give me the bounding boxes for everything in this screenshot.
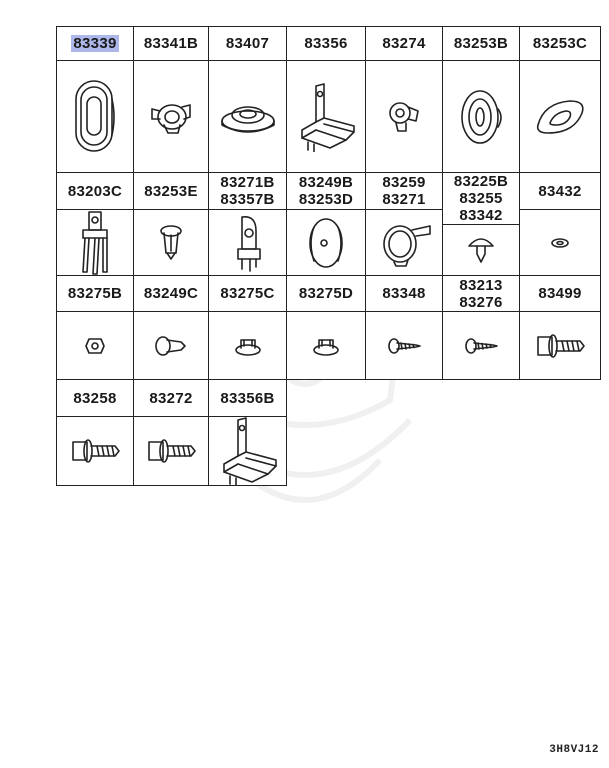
part-illustration-cell[interactable] bbox=[519, 311, 601, 380]
part-number[interactable]: 83255 bbox=[459, 190, 503, 207]
part-illustration-cell[interactable] bbox=[442, 311, 520, 380]
part-label-cell bbox=[286, 275, 366, 312]
part-illustration-cell[interactable] bbox=[208, 60, 287, 173]
disc-grommet-icon bbox=[304, 215, 348, 271]
part-label-cell bbox=[56, 379, 134, 417]
band-clamp-icon bbox=[374, 218, 434, 268]
part-illustration-cell[interactable] bbox=[56, 60, 134, 173]
part-illustration-cell[interactable] bbox=[286, 209, 366, 276]
part-label-cell bbox=[519, 172, 601, 210]
flange-bolt-icon bbox=[69, 436, 121, 466]
hose-clamp-icon bbox=[146, 95, 196, 139]
clip-icon bbox=[382, 97, 426, 137]
part-label-cell bbox=[365, 275, 443, 312]
oval-grommet-icon bbox=[70, 77, 120, 157]
part-label-cell bbox=[56, 275, 134, 312]
flange-nut-icon bbox=[312, 334, 340, 358]
part-number[interactable]: 83432 bbox=[538, 182, 582, 200]
part-number[interactable]: 83276 bbox=[459, 293, 503, 311]
part-label-cell bbox=[56, 26, 134, 61]
part-illustration-cell[interactable] bbox=[442, 224, 520, 276]
flange-bolt-icon bbox=[145, 436, 197, 466]
part-number[interactable]: 83342 bbox=[459, 207, 503, 224]
part-illustration-cell[interactable] bbox=[133, 416, 209, 486]
part-illustration-cell[interactable] bbox=[442, 60, 520, 173]
part-label-cell bbox=[442, 275, 520, 312]
part-label-cell bbox=[133, 275, 209, 312]
part-illustration-cell[interactable] bbox=[208, 311, 287, 380]
part-number[interactable]: 83357B bbox=[220, 191, 275, 208]
part-number[interactable]: 83253E bbox=[144, 182, 198, 200]
part-illustration-cell[interactable] bbox=[133, 209, 209, 276]
part-number[interactable]: 83356 bbox=[304, 35, 348, 52]
part-illustration-cell[interactable] bbox=[56, 209, 134, 276]
part-label-cell bbox=[442, 172, 520, 225]
part-label-cell bbox=[133, 172, 209, 210]
part-illustration-cell[interactable] bbox=[56, 311, 134, 380]
flat-grommet-icon bbox=[532, 97, 588, 137]
part-illustration-cell[interactable] bbox=[208, 209, 287, 276]
plastic-rivet-icon bbox=[153, 334, 189, 358]
part-number[interactable]: 83258 bbox=[73, 389, 117, 407]
part-number[interactable]: 83271B bbox=[220, 174, 275, 191]
bracket-icon bbox=[216, 416, 280, 486]
parts-table bbox=[56, 26, 600, 460]
rubber-grommet-icon bbox=[456, 87, 506, 147]
part-label-cell bbox=[365, 26, 443, 61]
tapping-screw-icon bbox=[463, 334, 499, 358]
fork-clip-icon bbox=[75, 208, 115, 278]
part-number[interactable]: 83253C bbox=[532, 35, 588, 52]
part-number[interactable]: 83275C bbox=[220, 285, 275, 302]
part-number[interactable]: 83271 bbox=[382, 191, 426, 208]
part-number[interactable]: 83341B bbox=[143, 35, 199, 52]
part-number[interactable]: 83356B bbox=[220, 389, 275, 407]
part-number[interactable]: 83339 bbox=[73, 35, 117, 52]
part-illustration-cell[interactable] bbox=[365, 60, 443, 173]
part-label-cell bbox=[208, 275, 287, 312]
part-label-cell bbox=[208, 172, 287, 210]
harness-clip-icon bbox=[228, 213, 268, 273]
part-label-cell bbox=[56, 172, 134, 210]
part-number[interactable]: 83203C bbox=[67, 182, 123, 200]
part-label-cell bbox=[519, 26, 601, 61]
tapping-screw-icon bbox=[386, 334, 422, 358]
part-label-cell bbox=[133, 379, 209, 417]
part-illustration-cell[interactable] bbox=[56, 416, 134, 486]
part-number[interactable]: 83499 bbox=[538, 285, 582, 302]
part-number[interactable]: 83407 bbox=[225, 35, 270, 52]
part-number[interactable]: 83259 bbox=[382, 174, 426, 191]
part-number[interactable]: 83249B bbox=[298, 174, 354, 191]
push-pin-icon bbox=[463, 232, 499, 268]
part-label-cell bbox=[365, 172, 443, 210]
part-illustration-cell[interactable] bbox=[133, 311, 209, 380]
part-illustration-cell[interactable] bbox=[286, 311, 366, 380]
part-illustration-cell[interactable] bbox=[208, 416, 287, 486]
part-number[interactable]: 83225B bbox=[453, 173, 509, 190]
part-number[interactable]: 83348 bbox=[382, 285, 426, 302]
part-number[interactable]: 83275D bbox=[298, 285, 354, 302]
part-number[interactable]: 83275B bbox=[67, 285, 123, 302]
part-label-cell bbox=[286, 26, 366, 61]
part-number[interactable]: 83249C bbox=[143, 285, 199, 302]
part-label-cell bbox=[519, 275, 601, 312]
part-label-cell bbox=[208, 379, 287, 417]
round-grommet-icon bbox=[218, 97, 278, 137]
part-number[interactable]: 83272 bbox=[149, 389, 193, 407]
part-label-cell bbox=[442, 26, 520, 61]
part-illustration-cell[interactable] bbox=[519, 209, 601, 276]
part-illustration-cell[interactable] bbox=[365, 311, 443, 380]
part-label-cell bbox=[286, 172, 366, 210]
flange-bolt-icon bbox=[534, 331, 586, 361]
part-illustration-cell[interactable] bbox=[286, 60, 366, 173]
part-illustration-cell[interactable] bbox=[519, 60, 601, 173]
part-illustration-cell[interactable] bbox=[365, 209, 443, 276]
bracket-icon bbox=[294, 82, 358, 152]
part-label-cell bbox=[133, 26, 209, 61]
drawing-code: 3H8VJ12 bbox=[549, 744, 599, 756]
small-clip-icon bbox=[548, 235, 572, 251]
part-number[interactable]: 83274 bbox=[382, 35, 426, 52]
part-illustration-cell[interactable] bbox=[133, 60, 209, 173]
part-number[interactable]: 83253B bbox=[453, 35, 509, 52]
part-number[interactable]: 83253D bbox=[298, 191, 354, 208]
flange-nut-icon bbox=[234, 334, 262, 358]
part-label-cell bbox=[208, 26, 287, 61]
hex-nut-icon bbox=[84, 335, 106, 357]
part-number[interactable]: 83213 bbox=[459, 276, 503, 294]
push-rivet-icon bbox=[156, 223, 186, 263]
